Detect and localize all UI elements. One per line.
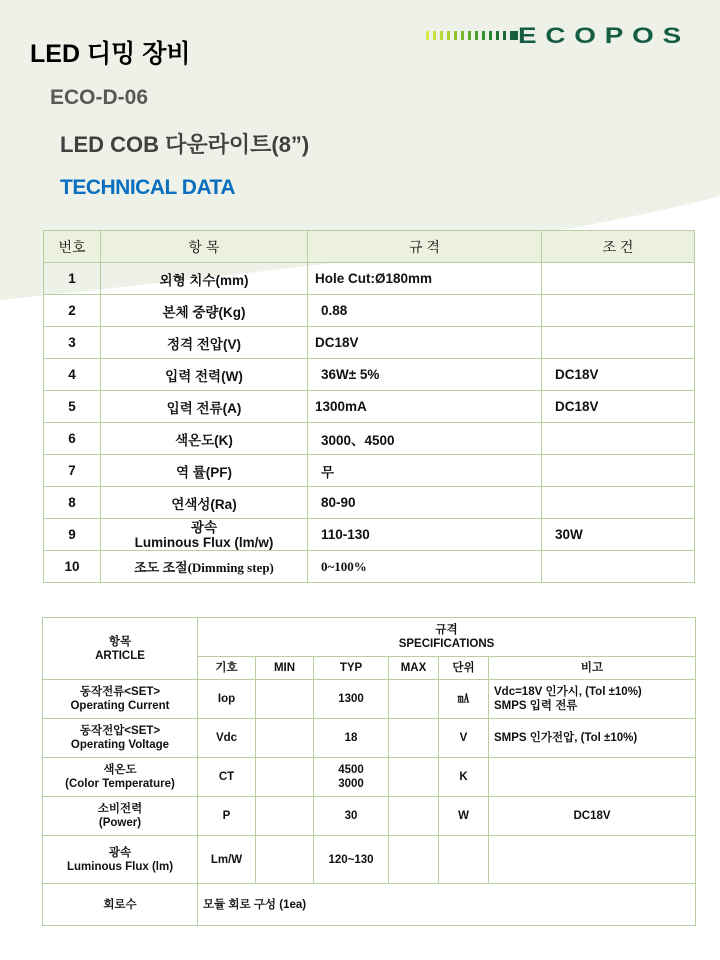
col-header-item: 항 목 bbox=[101, 231, 308, 263]
row-typ-line1: 4500 bbox=[338, 764, 364, 776]
product-name: LED COB 다운라이트(8”) bbox=[60, 132, 310, 157]
row-typ: 30 bbox=[314, 797, 389, 836]
row-spec: 80-90 bbox=[308, 487, 542, 519]
col-symbol: 기호 bbox=[198, 657, 256, 680]
table-row bbox=[44, 519, 695, 551]
row-condition: DC18V bbox=[542, 359, 695, 391]
row-number: 7 bbox=[44, 455, 101, 487]
table-row bbox=[44, 551, 695, 583]
row-article-ko: 색온도 bbox=[103, 764, 137, 776]
article-header bbox=[43, 618, 198, 680]
row-condition: 30W bbox=[542, 519, 695, 551]
row-spec: 무 bbox=[308, 455, 542, 487]
row-number: 8 bbox=[44, 487, 101, 519]
table-row bbox=[43, 719, 696, 758]
row-typ: 1300 bbox=[314, 680, 389, 719]
specifications-table bbox=[42, 617, 696, 926]
row-symbol: P bbox=[198, 797, 256, 836]
row-number: 2 bbox=[44, 295, 101, 327]
row-symbol: Lm/W bbox=[198, 836, 256, 884]
row-note bbox=[489, 836, 696, 884]
row-article bbox=[43, 680, 198, 719]
row-number: 9 bbox=[44, 519, 101, 551]
page-title: LED 디밍 장비 bbox=[30, 40, 191, 68]
row-spec: 110-130 bbox=[308, 519, 542, 551]
row-item: 입력 전류(A) bbox=[101, 391, 308, 423]
row-item: 조도 조절(Dimming step) bbox=[101, 551, 308, 583]
row-condition bbox=[542, 327, 695, 359]
table-row bbox=[43, 680, 696, 719]
row-unit: ㎃ bbox=[439, 680, 489, 719]
row-note-line1: Vdc=18V 인가시, (Tol ±10%) bbox=[494, 686, 642, 698]
row-max bbox=[389, 719, 439, 758]
table-row bbox=[44, 295, 695, 327]
row-number: 1 bbox=[44, 263, 101, 295]
table-row bbox=[43, 884, 696, 926]
footer-value: 모듈 회로 구성 (1ea) bbox=[198, 884, 696, 926]
row-article-en: (Power) bbox=[98, 817, 142, 829]
section-heading: TECHNICAL DATA bbox=[60, 176, 235, 199]
row-unit: K bbox=[439, 758, 489, 797]
row-article bbox=[43, 719, 198, 758]
row-article-ko: 소비전력 bbox=[97, 803, 143, 815]
row-unit: V bbox=[439, 719, 489, 758]
col-header-condition: 조 건 bbox=[542, 231, 695, 263]
table-row bbox=[44, 391, 695, 423]
row-max bbox=[389, 836, 439, 884]
row-symbol: Vdc bbox=[198, 719, 256, 758]
row-condition bbox=[542, 551, 695, 583]
row-min bbox=[256, 758, 314, 797]
row-article-en: Luminous Flux (lm) bbox=[66, 860, 174, 873]
ecopos-logo bbox=[426, 24, 692, 46]
table-row bbox=[44, 263, 695, 295]
row-number: 4 bbox=[44, 359, 101, 391]
row-article bbox=[43, 797, 198, 836]
row-min bbox=[256, 680, 314, 719]
row-item-en: Luminous Flux (lm/w) bbox=[134, 534, 274, 550]
row-note bbox=[489, 680, 696, 719]
table-row bbox=[44, 327, 695, 359]
row-condition bbox=[542, 263, 695, 295]
row-article-ko: 동작전류<SET> bbox=[79, 686, 161, 698]
col-header-no: 번호 bbox=[44, 231, 101, 263]
col-unit: 단위 bbox=[439, 657, 489, 680]
row-note-line2: SMPS 입력 전류 bbox=[494, 700, 578, 712]
row-article-en: Operating Voltage bbox=[70, 739, 170, 751]
row-min bbox=[256, 797, 314, 836]
row-item: 역 률(PF) bbox=[101, 455, 308, 487]
table-row bbox=[44, 455, 695, 487]
technical-data-table bbox=[43, 230, 695, 583]
row-article bbox=[43, 758, 198, 797]
row-item: 색온도(K) bbox=[101, 423, 308, 455]
row-symbol: CT bbox=[198, 758, 256, 797]
row-item: 정격 전압(V) bbox=[101, 327, 308, 359]
table-row bbox=[44, 359, 695, 391]
col-header-spec: 규 격 bbox=[308, 231, 542, 263]
row-item: 연색성(Ra) bbox=[101, 487, 308, 519]
article-en: ARTICLE bbox=[95, 649, 145, 662]
row-note: SMPS 인가전압, (Tol ±10%) bbox=[489, 719, 696, 758]
row-condition: DC18V bbox=[542, 391, 695, 423]
row-article-en: Operating Current bbox=[70, 700, 170, 712]
table-row bbox=[43, 797, 696, 836]
row-min bbox=[256, 836, 314, 884]
spec-ko: 규격 bbox=[435, 624, 458, 636]
row-unit bbox=[439, 836, 489, 884]
row-item: 외형 치수(mm) bbox=[101, 263, 308, 295]
footer-label: 회로수 bbox=[43, 884, 198, 926]
row-typ: 120~130 bbox=[314, 836, 389, 884]
row-typ-line2: 3000 bbox=[338, 778, 364, 790]
specifications-header bbox=[198, 618, 696, 657]
row-condition bbox=[542, 487, 695, 519]
row-item-ko: 광속 bbox=[190, 519, 218, 535]
row-max bbox=[389, 797, 439, 836]
row-typ bbox=[314, 758, 389, 797]
row-number: 6 bbox=[44, 423, 101, 455]
row-article-en: (Color Temperature) bbox=[65, 778, 175, 790]
row-unit: W bbox=[439, 797, 489, 836]
row-spec: 36W± 5% bbox=[308, 359, 542, 391]
row-note: DC18V bbox=[489, 797, 696, 836]
row-condition bbox=[542, 423, 695, 455]
row-number: 10 bbox=[44, 551, 101, 583]
col-min: MIN bbox=[256, 657, 314, 680]
row-article bbox=[43, 836, 198, 884]
table-header-row bbox=[44, 231, 695, 263]
row-typ: 18 bbox=[314, 719, 389, 758]
row-condition bbox=[542, 455, 695, 487]
logo-text: ECOPOS bbox=[518, 24, 690, 46]
col-typ: TYP bbox=[314, 657, 389, 680]
row-min bbox=[256, 719, 314, 758]
row-spec: 3000、4500 bbox=[308, 423, 542, 455]
row-spec: 1300mA bbox=[308, 391, 542, 423]
table-row bbox=[44, 423, 695, 455]
row-item: 입력 전력(W) bbox=[101, 359, 308, 391]
row-item: 본체 중량(Kg) bbox=[101, 295, 308, 327]
model-number: ECO-D-06 bbox=[50, 86, 149, 109]
row-max bbox=[389, 758, 439, 797]
logo-bars bbox=[426, 31, 518, 40]
table-row bbox=[43, 758, 696, 797]
row-symbol: Iop bbox=[198, 680, 256, 719]
table-row bbox=[44, 487, 695, 519]
row-spec: DC18V bbox=[308, 327, 542, 359]
row-note bbox=[489, 758, 696, 797]
table-row bbox=[43, 836, 696, 884]
col-note: 비고 bbox=[489, 657, 696, 680]
col-max: MAX bbox=[389, 657, 439, 680]
row-spec: Hole Cut:Ø180mm bbox=[308, 263, 542, 295]
article-ko: 항목 bbox=[108, 635, 132, 648]
spec-en: SPECIFICATIONS bbox=[398, 638, 495, 650]
row-condition bbox=[542, 295, 695, 327]
row-spec: 0~100% bbox=[308, 551, 542, 583]
row-number: 3 bbox=[44, 327, 101, 359]
row-max bbox=[389, 680, 439, 719]
row-spec: 0.88 bbox=[308, 295, 542, 327]
row-article-ko: 광속 bbox=[108, 846, 132, 859]
row-article-ko: 동작전압<SET> bbox=[79, 725, 161, 737]
row-item bbox=[101, 519, 308, 551]
spec-header-row bbox=[43, 618, 696, 657]
row-number: 5 bbox=[44, 391, 101, 423]
